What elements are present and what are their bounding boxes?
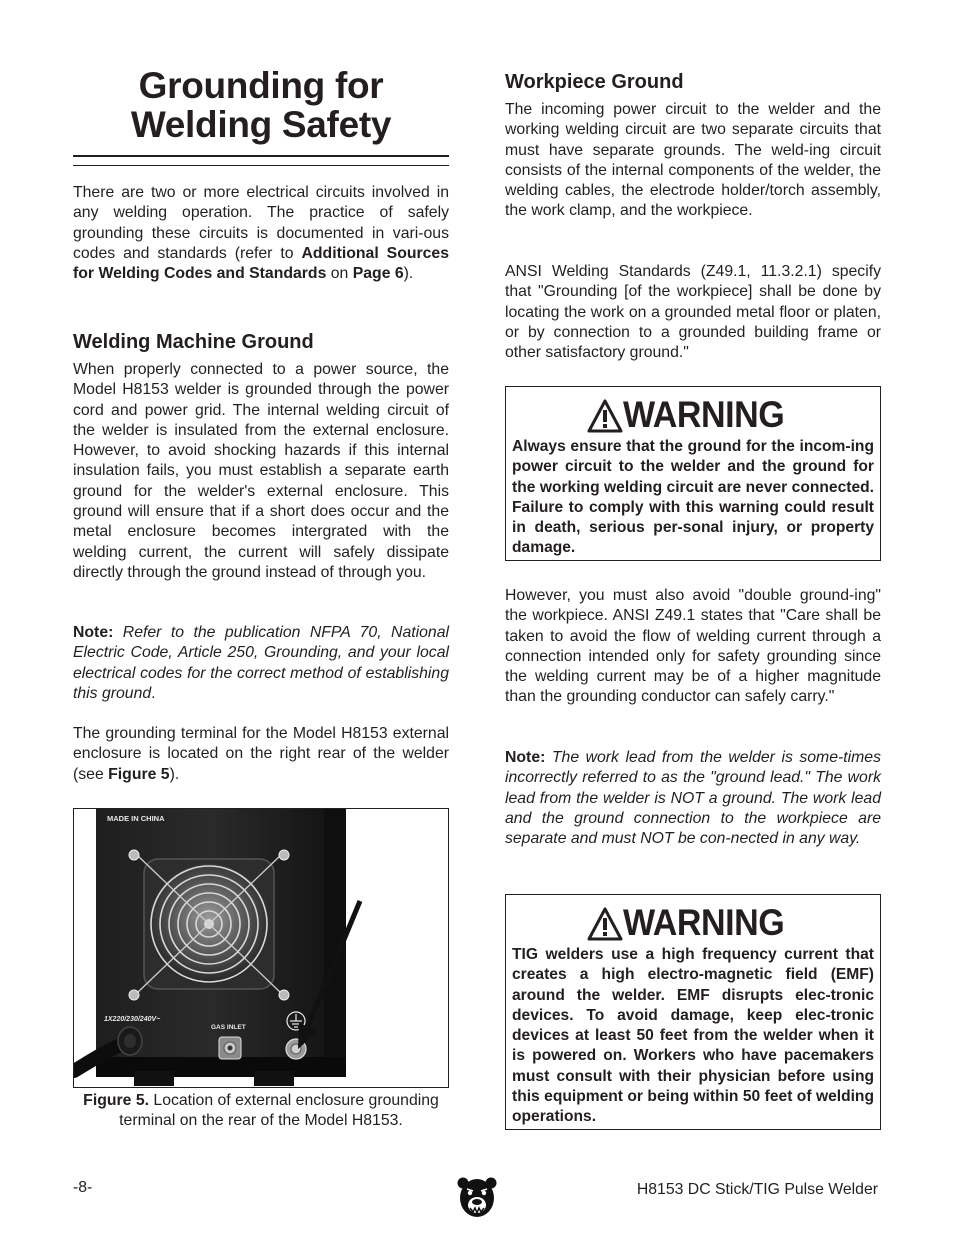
title-rule-bottom — [73, 165, 449, 166]
warning-text-2: TIG welders use a high frequency current that creates a high electro-magnetic field (EMF) around the welder. EMF disrupts elec-tronic devices. To avoid damage, keep elec-tronic devices at least 50 feet from the welder when it is powered on. Workers who have pacemakers must consult with their physician before using this equipment or being within 50 feet of welding operations. — [512, 946, 874, 1126]
title-line-2: Welding Safety — [130, 104, 392, 145]
voltage-label: 1X220/230/240V~ — [104, 1016, 161, 1023]
warning-word-1: WARNING — [623, 394, 785, 435]
gas-inlet-label: GAS INLET — [211, 1024, 246, 1031]
double-ground-paragraph: However, you must also avoid "double ground-ing" the workpiece. ANSI Z49.1 states that "Care shall be taken to avoid the flow of welding current through a connection intended only for safety grounding since the welding current may be of a higher magnitude than the grounding conductor can safely carry." — [505, 587, 881, 706]
warning-box-1 — [505, 386, 881, 561]
warning-header-2 — [512, 903, 874, 941]
warning-header-1 — [512, 395, 874, 433]
intro-page-ref: Page 6 — [352, 265, 404, 283]
figure-5-caption: Figure 5. Location of external enclosure grounding terminal on the rear of the Model H8153. — [83, 1092, 439, 1130]
page-title — [73, 66, 449, 144]
cooling-fan — [129, 850, 289, 1000]
figure-reference: Figure 5 — [108, 765, 170, 783]
figure-5-photo — [73, 808, 449, 1088]
welder-rear-illustration — [74, 809, 447, 1086]
intro-paragraph: There are two or more electrical circuits involved in any welding operation. The practice of safely grounding these circuits is documented in vari-ous codes and standards (refer to Additional Sources for Welding Codes and Standards on Page 6). — [73, 184, 449, 283]
warning-box-2 — [505, 894, 881, 1130]
title-line-1: Grounding for — [138, 65, 384, 106]
warning-text-1: Always ensure that the ground for the incom-ing power circuit to the welder and the ground for the working welding circuit are never connected. Failure to comply with this warning could result in death, serious per-sonal injury, or property damage. — [512, 438, 874, 557]
gas-inlet-fitting — [219, 1037, 241, 1059]
bear-logo-icon — [456, 1176, 498, 1222]
footer-product-name: H8153 DC Stick/TIG Pulse Welder — [636, 1181, 878, 1198]
workpiece-ground-paragraph-2: ANSI Welding Standards (Z49.1, 11.3.2.1) specify that "Grounding [of the workpiece] shall be done by locating the work on a grounded metal floor or platen, or by connection to a grounded building frame or other satisfactory ground." — [505, 263, 881, 362]
work-lead-note: Note: The work lead from the welder is some-times incorrectly referred to as the "ground lead." The work lead from the welder is NOT a ground. The work lead and the ground connection to the workpiece are separate and must NOT be con-nected in any way. — [505, 749, 881, 848]
warning-word-2: WARNING — [623, 902, 785, 943]
warning-triangle-icon — [587, 399, 623, 433]
machine-ground-note: Note: Refer to the publication NFPA 70, National Electric Code, Article 250, Grounding, and your local electrical codes for the correct method of establishing this ground. — [73, 624, 449, 702]
made-in-china-label: MADE IN CHINA — [107, 814, 165, 823]
grounding-terminal-paragraph: The grounding terminal for the Model H8153 external enclosure is located on the right rear of the welder (see Figure 5). — [73, 725, 449, 783]
machine-ground-heading: Welding Machine Ground — [73, 331, 314, 353]
intro-reference-link: Additional Sources for Welding Codes and Standards — [73, 244, 449, 283]
workpiece-ground-paragraph-1: The incoming power circuit to the welder and the working welding circuit are two separate circuits that must have separate grounds. The weld-ing circuit consists of the internal components of the welder, the welding cables, the electrode holder/torch assembly, the work clamp, and the workpiece. — [505, 101, 881, 220]
workpiece-ground-heading: Workpiece Ground — [505, 71, 684, 93]
warning-triangle-icon — [587, 907, 623, 941]
title-rule-top — [73, 155, 449, 157]
machine-ground-paragraph: When properly connected to a power source, the Model H8153 welder is grounded through the power cord and power grid. The internal welding circuit of the welder is insulated from the external enclosure. However, to avoid shocking hazards if this internal insulation fails, you must establish a separate earth ground for the welder's external enclosure. This ground will ensure that if a short does occur and the metal enclosure becomes intergrated with the welding current, the current will safely dissipate directly through the ground instead of through you. — [73, 361, 449, 581]
page-number: -8- — [73, 1179, 93, 1196]
